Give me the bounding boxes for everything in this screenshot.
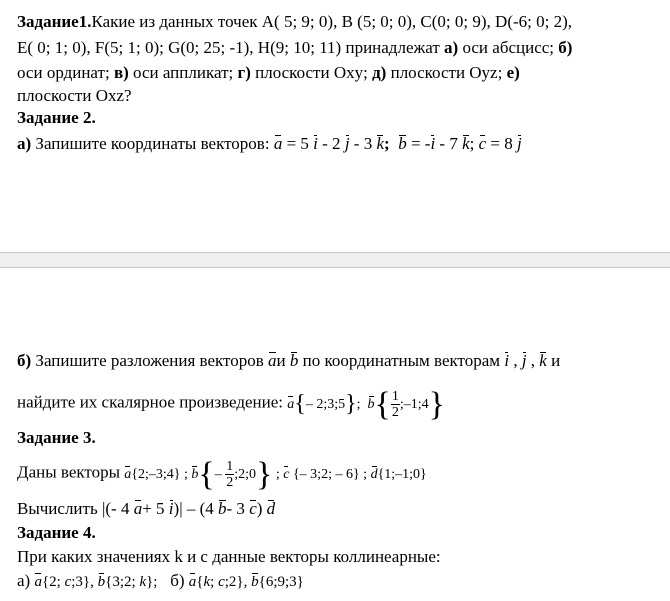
task2-basis: i , j , k — [504, 351, 547, 370]
task1-v-label: в) — [113, 63, 129, 82]
task1-text-line4: плоскости Оxz? — [17, 86, 132, 105]
task3-compute-line — [17, 499, 275, 519]
task1-title: Задание1. — [17, 12, 92, 31]
task2-title: Задание 2. — [17, 108, 96, 127]
task1-line2 — [17, 38, 572, 58]
task2-a-line — [17, 134, 522, 154]
task2-a-text: Запишите координаты векторов: — [35, 134, 270, 153]
task2-b-text2: по координатным векторам — [302, 351, 501, 370]
task4-question: При каких значениях k и с данные векторы коллинеарные: — [17, 547, 441, 566]
task1-d-label: д) — [372, 63, 387, 82]
task1-e-label: е) — [506, 63, 520, 82]
task4-options-line — [17, 571, 304, 592]
task4-title: Задание 4. — [17, 523, 96, 542]
task4-title-line — [17, 523, 96, 543]
task2-a-label: а) — [17, 134, 32, 153]
task3-compute: Вычислить — [17, 499, 98, 518]
task1-a-label: а) — [444, 38, 459, 57]
task1-text-line1: Какие из данных точек A( 5; 9; 0), B (5; 0; 0), C(0; 0; 9), D(-6; 0; 2), — [91, 12, 572, 31]
page-separator — [0, 252, 670, 268]
task1-line4 — [17, 86, 132, 106]
task3-expression: |(- 4 a+ 5 i)| – (4 b- 3 c) d — [101, 499, 276, 518]
task2-title-line — [17, 108, 96, 128]
task3-given: Даны векторы — [17, 462, 121, 482]
task4-b-vectors: a{k; c;2}, b{6;9;3} — [188, 574, 304, 590]
task2-b-line2 — [17, 385, 445, 423]
task1-b-text: оси ординат; — [17, 63, 110, 82]
task4-b-label: б) — [170, 571, 185, 590]
task1-line3 — [17, 63, 520, 83]
task3-vectors: a{2;–3;4} ; b{– $\frac{1}{2}$ ;2;0} ; c {– 3;2; – 6} ; d{1;–1;0} — [124, 455, 427, 493]
task3-given-line — [17, 455, 427, 493]
task2-a-formula: a = 5 i - 2 j - 3 k; b = -i - 7 k; c = 8 j — [273, 134, 522, 153]
task2-b-text1: Запишите разложения векторов — [35, 351, 264, 370]
task1-g-text: плоскости Оxy; — [250, 63, 368, 82]
task2-b-label: б) — [17, 351, 32, 370]
document-page-bottom — [0, 268, 670, 601]
task1-line1 — [17, 12, 572, 32]
document-page-top — [0, 0, 670, 252]
task4-a-vectors: a{2; c;3}, b{3;2; k}; — [34, 574, 158, 590]
task1-b-label: б) — [558, 38, 573, 57]
task1-text-line2: E( 0; 1; 0), F(5; 1; 0); G(0; 25; -1), H(9; 10; 11) принадлежат — [17, 38, 440, 57]
task1-v-text: оси аппликат; — [128, 63, 234, 82]
task4-a-label: а) — [17, 571, 31, 590]
task2-b-line2-text: найдите их скалярное произведение: — [17, 392, 284, 412]
task1-a-text: оси абсцисс; — [458, 38, 555, 57]
task1-g-label: г) — [237, 63, 251, 82]
task3-title-line — [17, 428, 96, 448]
task2-b-vectors: a — [268, 351, 277, 370]
task2-and: и — [276, 351, 286, 370]
task2-b-formula: a{– 2;3;5}; b{ $\frac{1}{2}$ ;–1;4} — [287, 385, 445, 423]
task1-d-text: плоскости Оyz; — [386, 63, 503, 82]
task4-question-line — [17, 547, 441, 567]
task3-title: Задание 3. — [17, 428, 96, 447]
task2-b-line1: б) Запишите разложения векторов aи b по координатным векторам i , j , k и — [17, 351, 561, 370]
task2-b-text3: и — [551, 351, 561, 370]
